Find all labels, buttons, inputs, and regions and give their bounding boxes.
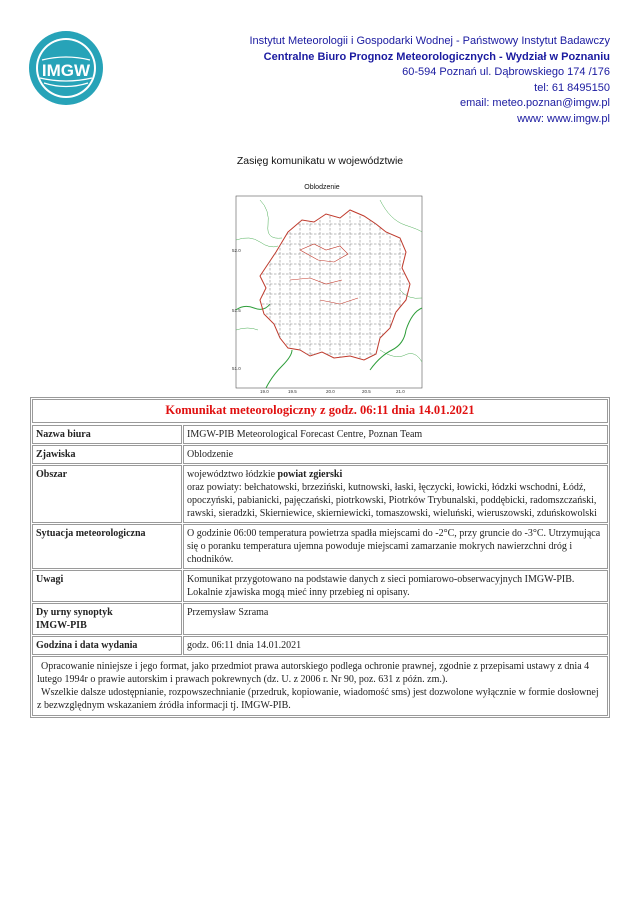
area-voivodeship: województwo łódzkie bbox=[187, 469, 278, 480]
phone: tel: 61 8495150 bbox=[534, 81, 610, 94]
remarks-value: Komunikat przygotowano na podstawie danych z sieci pomiarowo-obserwacyjnych IMGW-PIB. Lokalnie zjawiska mogą mieć inny przebieg ni opisany. bbox=[183, 570, 608, 602]
area-main-county: powiat zgierski bbox=[277, 469, 343, 480]
table-row bbox=[32, 570, 608, 602]
map-xlabel-3: 20.5 bbox=[362, 389, 371, 394]
map-xlabel-1: 19.5 bbox=[288, 389, 297, 394]
imgw-logo bbox=[28, 30, 104, 106]
remarks-label: Uwagi bbox=[32, 570, 182, 602]
weather-report bbox=[30, 397, 610, 718]
copyright-notice bbox=[32, 656, 608, 716]
situation-label: Sytuacja meteorologiczna bbox=[32, 524, 182, 569]
map-ylabel-2: 51.0 bbox=[232, 366, 241, 371]
office-value: IMGW-PIB Meteorological Forecast Centre, Poznan Team bbox=[183, 425, 608, 444]
issue-time-label: Godzina i data wydania bbox=[32, 636, 182, 655]
forecaster-label-line1: Dy urny synoptyk bbox=[36, 607, 113, 618]
forecaster-value: Przemysław Szrama bbox=[183, 603, 608, 635]
map-xlabel-4: 21.0 bbox=[396, 389, 405, 394]
distribution-paragraph: Wszelkie dalsze udostępnianie, rozpowszechnianie (przedruk, kopiowanie, wiadomość sms) jest dozwolone wyłącznie w formie dosłownej z bezwzględnym wskazaniem źródła informacji tj. IMGW-PIB. bbox=[37, 687, 599, 711]
address: 60-594 Poznań ul. Dąbrowskiego 174 /176 bbox=[402, 66, 610, 78]
area-counties: oraz powiaty: bełchatowski, brzeziński, kutnowski, łaski, łęczycki, łowicki, łódzki wschodni, Łódź, opoczyński, pabianicki, pajęczański, piotrkowski, Piotrków Trybunalski, poddębicki, radomszczański, rawski, sieradzki, Skierniewice, skierniewicki, tomaszowski, wieluński, wieruszowski, zduńskowolski bbox=[187, 482, 597, 519]
institute-name: Instytut Meteorologii i Gospodarki Wodnej - Państwowy Instytut Badawczy bbox=[249, 35, 610, 47]
table-row bbox=[32, 445, 608, 464]
area-label: Obszar bbox=[32, 465, 182, 523]
logo-text: IMGW bbox=[41, 61, 91, 80]
phenomena-value: Oblodzenie bbox=[183, 445, 608, 464]
situation-value: O godzinie 06:00 temperatura powietrza spadła miejscami do -2°C, przy gruncie do -3°C. Utrzymująca się o poranku temperatura ujemna powoduje miejscami zamarzanie mokrych nawierzchni dróg i chodników. bbox=[183, 524, 608, 569]
map-ylabel-1: 51.5 bbox=[232, 308, 241, 313]
map-xlabel-2: 20.0 bbox=[326, 389, 335, 394]
table-row bbox=[32, 656, 608, 716]
table-row bbox=[32, 524, 608, 569]
map-ylabel-0: 52.0 bbox=[232, 248, 241, 253]
warning-map bbox=[230, 180, 426, 394]
phenomena-label: Zjawiska bbox=[32, 445, 182, 464]
report-table bbox=[31, 424, 609, 717]
map-title: Oblodzenie bbox=[304, 184, 340, 191]
report-title: Komunikat meteorologiczny z godz. 06:11 dnia 14.01.2021 bbox=[32, 399, 608, 423]
area-value bbox=[183, 465, 608, 523]
table-row bbox=[32, 465, 608, 523]
office-name: Centralne Biuro Prognoz Meteorologicznych - Wydział w Poznaniu bbox=[263, 50, 610, 63]
table-row bbox=[32, 636, 608, 655]
forecaster-label-line2: IMGW-PIB bbox=[36, 620, 87, 631]
issue-time-value: godz. 06:11 dnia 14.01.2021 bbox=[183, 636, 608, 655]
table-row bbox=[32, 603, 608, 635]
copyright-paragraph: Opracowanie niniejsze i jego format, jako przedmiot prawa autorskiego podlega ochronie prawnej, zgodnie z przepisami ustawy z dnia 4 lutego 1994r o prawie autorskim i prawach pokrewnych (dz. U. z 2006 r. Nr 90, poz. 631 z późn. zm.). bbox=[37, 661, 590, 685]
office-label: Nazwa biura bbox=[32, 425, 182, 444]
website-link[interactable]: www: www.imgw.pl bbox=[517, 112, 610, 125]
coverage-title: Zasięg komunikatu w województwie bbox=[236, 155, 404, 167]
map-xlabel-0: 19.0 bbox=[260, 389, 269, 394]
forecaster-label bbox=[32, 603, 182, 635]
institute-header bbox=[249, 34, 610, 127]
table-row bbox=[32, 425, 608, 444]
email-link[interactable]: email: meteo.poznan@imgw.pl bbox=[460, 97, 610, 109]
